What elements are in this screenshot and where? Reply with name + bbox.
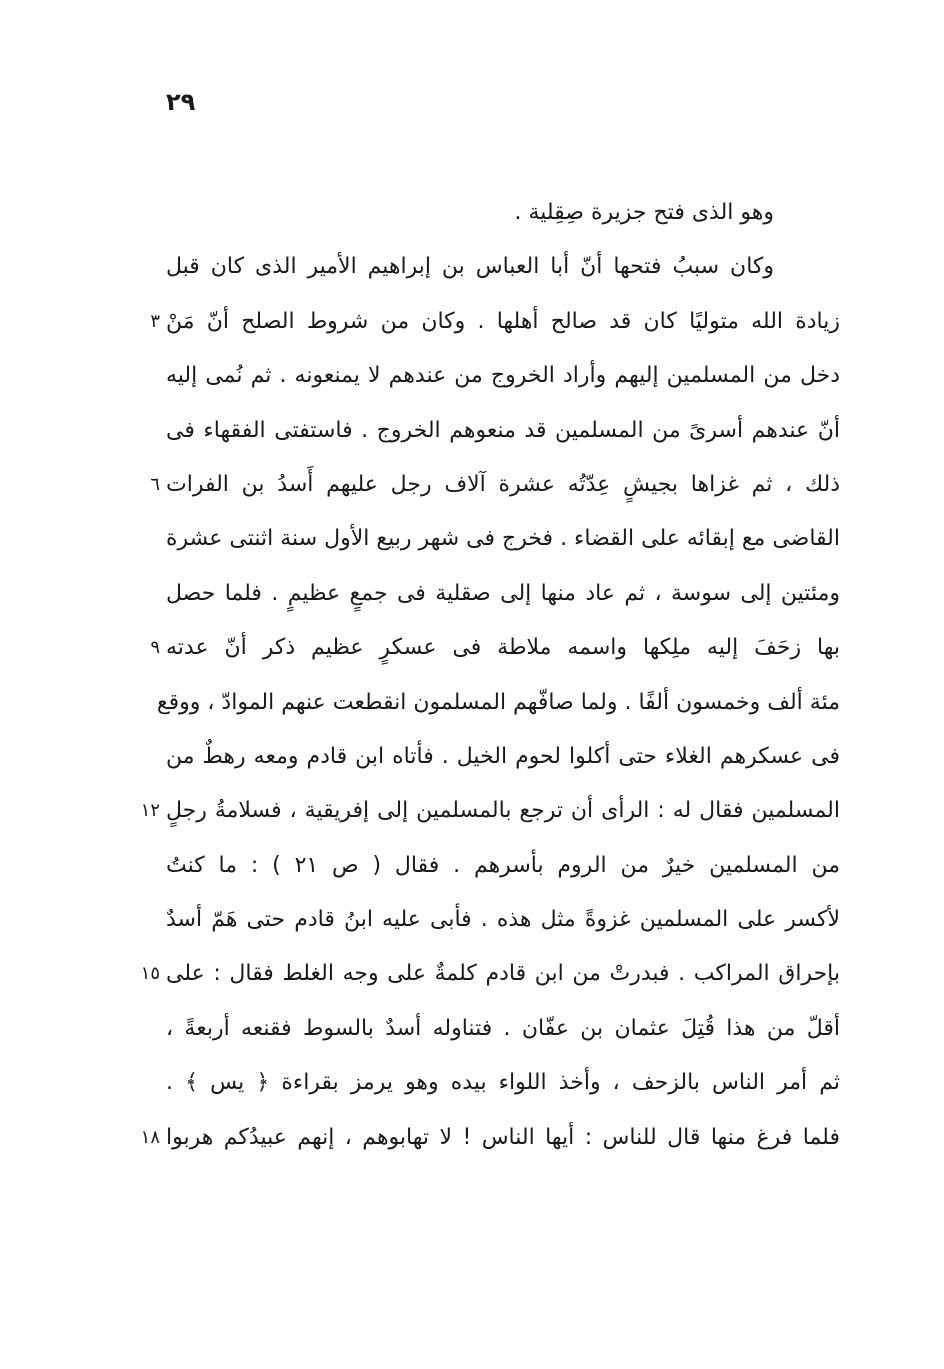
text-line: [166, 1002, 840, 1056]
line-text: وهو الذى فتح جزيرة صِقِلية .: [514, 200, 774, 225]
page-number: ٢٩: [166, 88, 196, 116]
line-text: بإحراق المراكب . فبدرتْ من ابن قادم كلمةٌ على وجه الغلط فقال : على: [166, 961, 840, 987]
text-line: [166, 567, 840, 621]
line-text: ذلك ، ثم غزاها بجيشٍ عِدّتُه عشرة آلاف رجل عليهم أَسدُ بن الفرات: [166, 471, 840, 497]
text-line: [166, 349, 840, 403]
line-text: أقلّ من هذا قُتِلَ عثمان بن عفّان . فتناوله أسدٌ بالسوط فقنعه أربعةً ،: [166, 1015, 840, 1041]
text-line: [150, 295, 840, 349]
line-text: زيادة الله متوليًا كان قد صالح أهلها . وكان من شروط الصلح أنّ مَنْ: [166, 308, 840, 334]
line-text: ثم أمر الناس بالزحف ، وأخذ اللواء بيده وهو يرمز بقراءة ﴿ يس ﴾ .: [166, 1070, 840, 1096]
text-line: [166, 186, 840, 240]
body-text: [140, 186, 840, 1165]
line-text: فى عسكرهم الغلاء حتى أكلوا لحوم الخيل . فأتاه ابن قادم ومعه رهطٌ من: [166, 743, 840, 769]
line-number: ٣: [150, 310, 160, 332]
line-number: ٦: [150, 473, 160, 495]
line-text: المسلمين فقال له : الرأى أن ترجع بالمسلمين إلى إفريقية ، فسلامةُ رجلٍ: [166, 798, 840, 824]
text-line: [166, 1056, 840, 1110]
line-text: بها زحَفَ إليه ملِكها واسمه ملاطة فى عسكرٍ عظيم ذكر أنّ عدته: [166, 635, 840, 661]
text-line: [150, 458, 840, 512]
text-line: [156, 676, 840, 730]
line-text: من المسلمين خيرٌ من الروم بأسرهم . فقال ( ص ٢١ ) : ما كنتُ: [166, 852, 840, 878]
text-line: [140, 784, 840, 838]
line-text: فلما فرغ منها قال للناس : أيها الناس ! لا تهابوهم ، إنهم عبيدُكم هربوا: [166, 1124, 840, 1150]
line-number: ٩: [150, 637, 160, 659]
line-text: لأكسر على المسلمين غزوةً مثل هذه . فأبى عليه ابنُ قادم حتى هَمّ أسدٌ: [166, 907, 840, 933]
text-line: [166, 512, 840, 566]
line-text: ومئتين إلى سوسة ، ثم عاد منها إلى صقلية فى جمعٍ عظيمٍ . فلما حصل: [166, 580, 840, 606]
text-line: [140, 1111, 840, 1165]
line-text: دخل من المسلمين إليهم وأراد الخروج من عندهم لا يمنعونه . ثم نُمى إليه: [166, 363, 840, 389]
text-line: [166, 730, 840, 784]
line-number: ١٨: [140, 1126, 160, 1148]
line-text: مئة ألف وخمسون ألفًا . ولما صافّهم المسلمون انقطعت عنهم الموادّ ، ووقع: [156, 689, 840, 715]
line-text: القاضى مع إبقائه على القضاء . فخرج فى شهر ربيع الأول سنة اثنتى عشرة: [166, 526, 840, 552]
line-number: ١٥: [140, 963, 160, 985]
line-text: أنّ عندهم أسرىً من المسلمين قد منعوهم الخروج . فاستفتى الفقهاء فى: [166, 417, 840, 443]
text-line: [150, 621, 840, 675]
line-text: وكان سببُ فتحها أنّ أبا العباس بن إبراهيم الأمير الذى كان قبل: [166, 254, 774, 280]
text-line: [166, 839, 840, 893]
line-number: ١٢: [140, 800, 160, 822]
text-line: [140, 947, 840, 1001]
text-line: [166, 404, 840, 458]
text-line: [166, 240, 840, 294]
text-line: [166, 893, 840, 947]
